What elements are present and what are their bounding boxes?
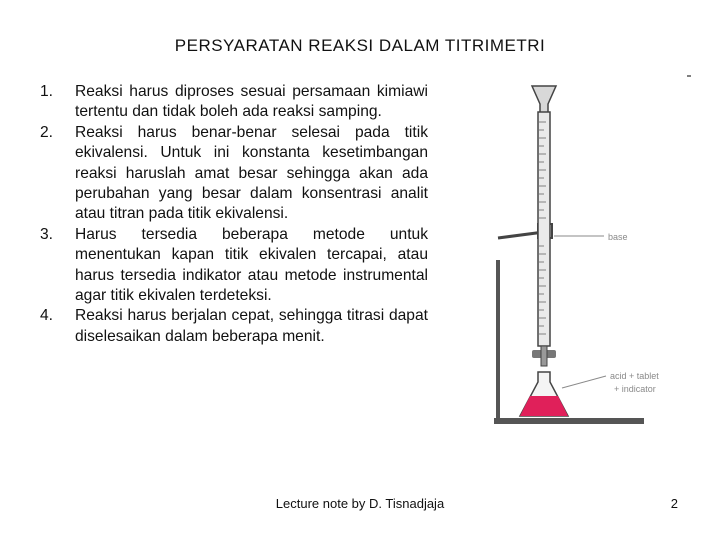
burette xyxy=(538,112,550,346)
list-item-text: Reaksi harus benar-benar selesai pada titik ekivalensi. Untuk ini konstanta kesetimbangan reaksi haruslah amat besar sehingga akan ada perubahan yang besar dalam konsentrasi analit atau titran pada titik ekivalensi. xyxy=(75,123,428,223)
burette-tip xyxy=(541,346,547,366)
requirements-list xyxy=(40,82,428,347)
list-item xyxy=(40,225,428,307)
funnel xyxy=(532,86,556,114)
list-item-number: 3. xyxy=(40,225,54,243)
stand-rod xyxy=(496,260,500,420)
list-item-text: Reaksi harus diproses sesuai persamaan kimiawi tertentu dan tidak boleh ada reaksi samping. xyxy=(75,83,428,121)
acid-label-line2: + indicator xyxy=(614,384,656,394)
list-item xyxy=(40,123,428,225)
list-item xyxy=(40,306,428,347)
list-item-number: 2. xyxy=(40,123,54,141)
titration-apparatus-drawing xyxy=(458,70,694,440)
list-item-number: 1. xyxy=(40,83,54,100)
titration-apparatus-figure xyxy=(458,70,694,440)
footer-note: Lecture note by D. Tisnadjaja xyxy=(275,496,445,511)
list-item-number: 4. xyxy=(40,307,54,325)
flask-solution xyxy=(520,396,568,416)
acid-label-line1: acid + tablet xyxy=(610,371,659,381)
page-title: PERSYARATAN REAKSI DALAM TITRIMETRI xyxy=(174,36,546,55)
stand-base xyxy=(494,418,644,424)
list-item-text: Reaksi harus berjalan cepat, sehingga titrasi dapat diselesaikan dalam beberapa menit. xyxy=(75,307,428,345)
acid-label-line xyxy=(562,376,606,388)
list-item xyxy=(40,82,428,123)
base-label: base xyxy=(608,232,628,242)
list-item-text: Harus tersedia beberapa metode untuk menentukan kapan titik ekivalen tercapai, atau harus tersedia indikator atau metode instrumental agar titik ekivalen terdeteksi. xyxy=(75,225,428,305)
page-number: 2 xyxy=(670,496,678,511)
